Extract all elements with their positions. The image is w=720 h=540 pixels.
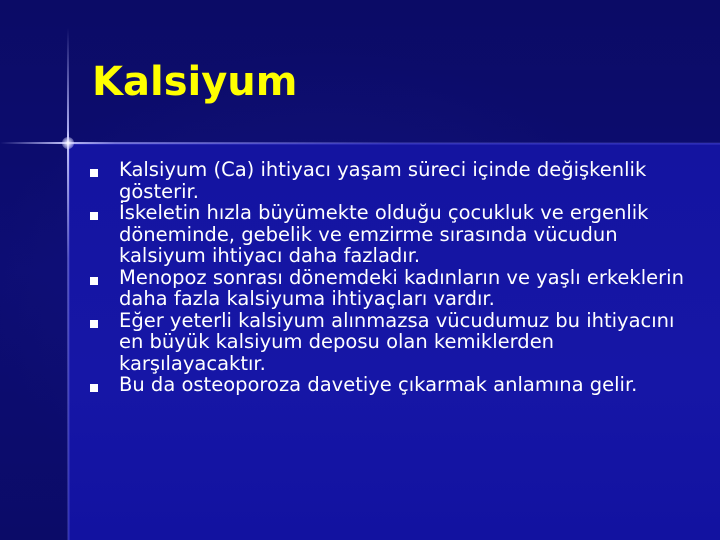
square-bullet-icon (90, 212, 98, 220)
bullet-text: Eğer yeterli kalsiyum alınmazsa vücudumuz bu ihtiyacını en büyük kalsiyum deposu olan kemiklerden karşılayacaktır. (119, 308, 675, 375)
square-bullet-icon (90, 320, 98, 328)
bullet-item-2 (86, 202, 686, 267)
bullet-text: Bu da osteoporoza davetiye çıkarmak anlamına gelir. (119, 373, 638, 396)
square-bullet-icon (90, 277, 98, 285)
bullet-text: İskeletin hızla büyümekte olduğu çocukluk ve ergenlik döneminde, gebelik ve emzirme sırasında vücudun kalsiyum ihtiyacı daha fazladır. (119, 201, 649, 267)
decorative-horizontal-line (0, 142, 720, 144)
bullet-text: Menopoz sonrası dönemdeki kadınların ve yaşlı erkeklerin daha fazla kalsiyuma ihtiyaçları vardır. (119, 265, 684, 310)
decorative-light-flare (62, 137, 74, 149)
slide-title: Kalsiyum (92, 59, 298, 105)
bullet-item-4 (86, 310, 686, 375)
square-bullet-icon (90, 169, 98, 177)
bullet-item-5 (86, 374, 686, 396)
decorative-vertical-line (67, 28, 69, 540)
bullet-list (86, 159, 686, 396)
square-bullet-icon (90, 384, 98, 392)
bullet-item-1 (86, 159, 686, 202)
bullet-item-3 (86, 267, 686, 310)
bullet-text: Kalsiyum (Ca) ihtiyacı yaşam süreci içinde değişkenlik gösterir. (119, 158, 647, 203)
